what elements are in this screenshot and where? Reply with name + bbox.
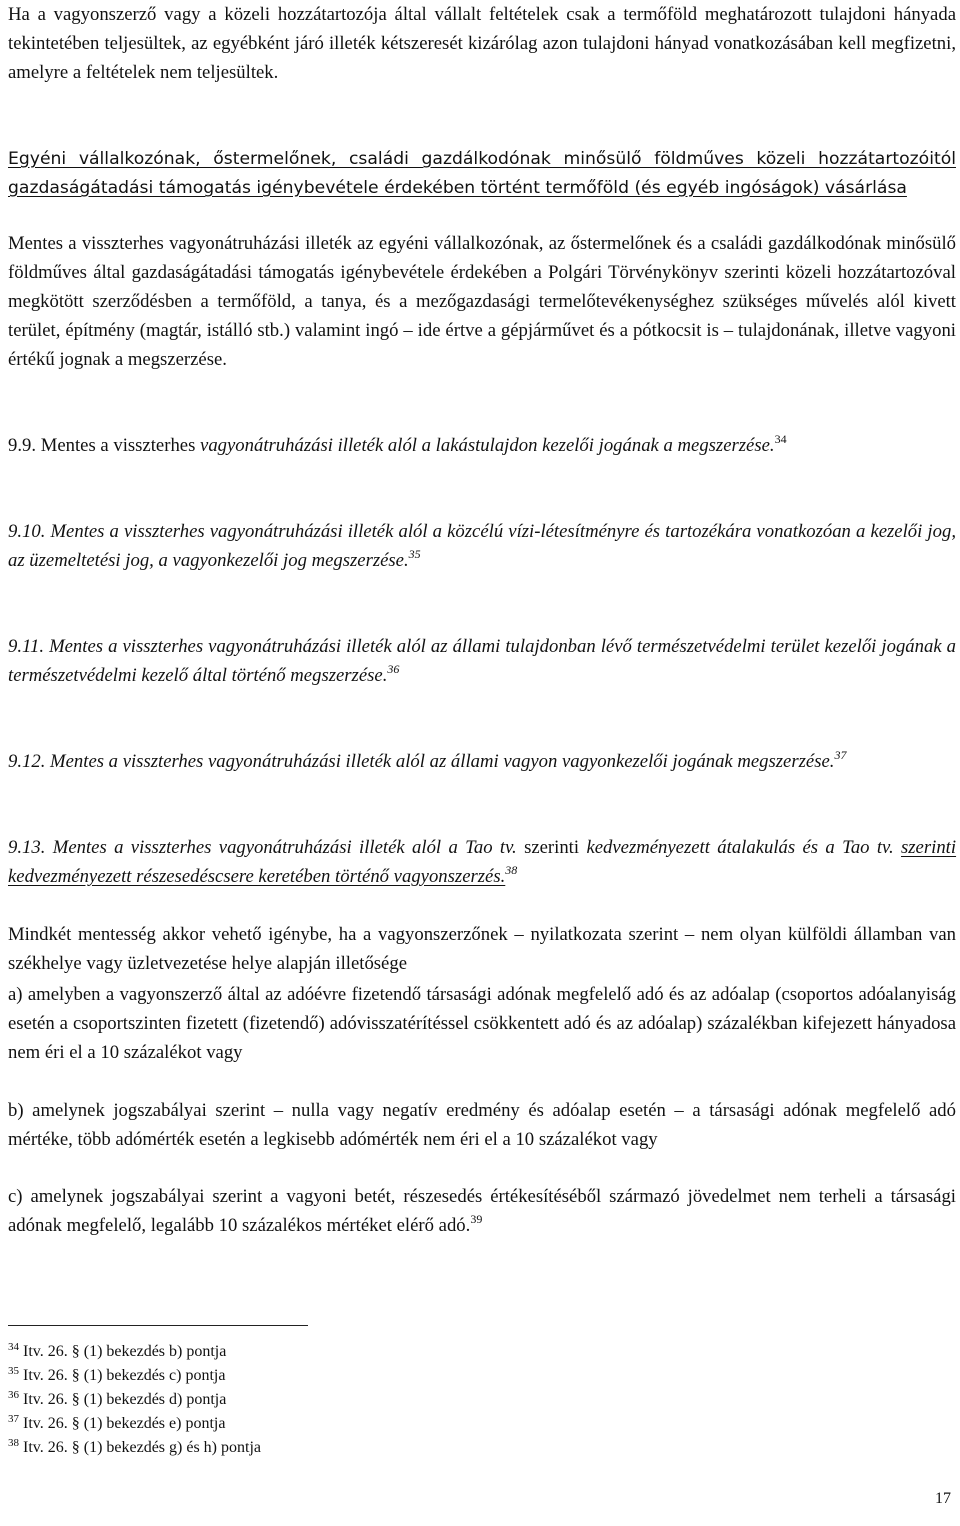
item-text: Mentes a visszterhes vagyonátruházási illeték alól a közcélú vízi-létesítményre és tartozékára vonatkozóan a kezelői jog, az üzemeltetési jog, a vagyonkezelői jog megszerzése. [8,521,956,571]
condition-c-text: c) amelynek jogszabályai szerint a vagyoni betét, részesedés értékesítéséből származó jövedelmet nem terheli a társasági adónak megfelelő, legalább 10 százalékos mértéket elérő adó. [8,1186,956,1236]
footnote-38 [8,1436,261,1460]
item-9-12 [8,747,956,776]
item-text: Mentes a visszterhes vagyonátruházási illeték alól az állami tulajdonban lévő természetvédelmi terület kezelői jogának a természetvédelmi kezelő által történő megszerzése. [8,636,957,686]
footnote-text: Itv. 26. § (1) bekezdés b) pontja [23,1343,227,1360]
item-number: 9.13. [8,837,46,858]
conditions-intro: Mindkét mentesség akkor vehető igénybe, ha a vagyonszerzőnek – nyilatkozata szerint – nem olyan külföldi államban van székhelye vagy üzletvezetése helye alapján illetősége [8,924,956,974]
footnote-ref: 34 [774,432,787,446]
footnote-35 [8,1364,225,1388]
item-text-1: Mentes a visszterhes vagyonátruházási illeték alól a Tao tv. [52,837,517,858]
footnote-ref: 39 [470,1212,483,1226]
footnote-text: Itv. 26. § (1) bekezdés c) pontja [23,1367,226,1384]
condition-a: a) amelyben a vagyonszerző által az adóévre fizetendő társasági adónak megfelelő adó és az adóalap (csoportos adóalanyiság esetén a csoportszinten fizetett (fizetendő) adóvisszatérítéssel csökkentett adó és az adóalap) százalékban kifejezett hányadosa nem éri el a 10 százalékot vagy [8,984,956,1063]
footnote-ref: 35 [408,547,421,561]
footnote-divider [8,1325,308,1326]
item-number: 9.11. [8,636,44,657]
footnote-text: Itv. 26. § (1) bekezdés d) pontja [23,1391,227,1408]
item-text-4: szerinti kedvezményezett részesedéscsere keretében történő vagyonszerzés. [8,837,957,887]
item-number: 9.10. [8,521,46,542]
condition-b: b) amelynek jogszabályai szerint – nulla vagy negatív eredmény és adóalap esetén – a társasági adónak megfelelő adó mértéke, több adómérték esetén a legkisebb adómérték nem éri el a 10 százalékot vagy [8,1100,956,1150]
footnote-text: Itv. 26. § (1) bekezdés e) pontja [23,1415,226,1432]
item-text-2: szerinti [524,837,580,858]
condition-c [8,1182,956,1240]
intro-paragraph: Ha a vagyonszerző vagy a közeli hozzátartozója által vállalt feltételek csak a termőföld meghatározott tulajdoni hányada tekintetében teljesültek, az egyébként járó illeték kétszeresét kizárólag azon tulajdoni hányad vonatkozásában kell megfizetni, amelyre a feltételek nem teljesültek. [8,4,956,83]
item-lead: Mentes a visszterhes [40,435,196,456]
footnote-ref: 36 [387,662,400,676]
footnote-number: 36 [8,1389,19,1401]
item-number: 9.12. [8,751,46,772]
item-9-10 [8,517,956,575]
footnote-34 [8,1340,226,1364]
footnote-37 [8,1412,225,1436]
item-text-3: kedvezményezett átalakulás és a Tao tv. [586,837,894,858]
footnote-36 [8,1388,226,1412]
item-number: 9.9. [8,435,37,456]
section-body: Mentes a visszterhes vagyonátruházási illeték az egyéni vállalkozónak, az őstermelőnek és a családi gazdálkodónak minősülő földműves által gazdaságátadási támogatás igénybevétele érdekében a Polgári Törvénykönyv szerinti közeli hozzátartozóval megkötött szerződésben a termőföld, a tanya, és a mezőgazdasági termelőtevékenységhez szükséges művelés alól kivett terület, építmény (magtár, istálló stb.) valamint ingó – ide értve a gépjárművet és a pótkocsit is – tulajdonának, illetve vagyoni értékű jognak a megszerzése. [8,233,956,370]
footnote-number: 37 [8,1413,19,1425]
item-text: Mentes a visszterhes vagyonátruházási illeték alól az állami vagyon vagyonkezelői jogának megszerzése. [50,751,835,772]
footnote-ref: 38 [505,863,518,877]
footnote-number: 35 [8,1365,19,1377]
item-9-11 [8,632,956,690]
item-9-9 [8,431,956,460]
section-heading: Egyéni vállalkozónak, őstermelőnek, családi gazdálkodónak minősülő földműves közeli hozzátartozóitól gazdaságátadási támogatás igénybevétele érdekében történt termőföld (és egyéb ingóságok) vásárlása [8,149,956,198]
item-9-13 [8,833,956,891]
item-text: vagyonátruházási illeték alól a lakástulajdon kezelői jogának a megszerzése. [200,435,775,456]
footnote-number: 34 [8,1341,19,1353]
footnote-number: 38 [8,1437,19,1449]
page-number: 17 [935,1490,951,1507]
footnote-text: Itv. 26. § (1) bekezdés g) és h) pontja [23,1439,261,1456]
footnote-ref: 37 [834,748,847,762]
